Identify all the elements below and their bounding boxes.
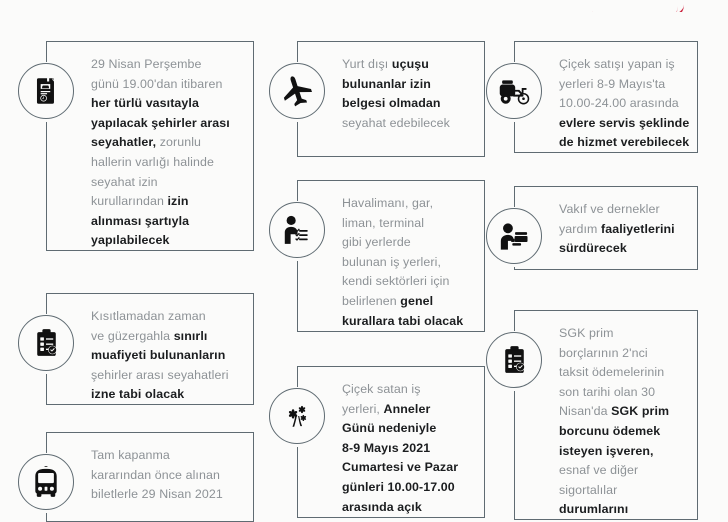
card-text-line bbox=[91, 55, 247, 75]
body-text: kendi sektörleri için bbox=[342, 274, 450, 289]
body-text: ve güzergahla bbox=[91, 328, 174, 343]
body-text: zorunlu bbox=[156, 135, 202, 150]
card-body-text bbox=[559, 55, 691, 153]
card-text-line bbox=[91, 466, 247, 486]
body-text: Vakıf ve dernekler bbox=[559, 202, 660, 216]
card-text-line bbox=[91, 75, 247, 95]
card-text-line bbox=[342, 214, 478, 234]
emphasis-text: bulunanlar izin bbox=[342, 76, 431, 91]
card-text-line bbox=[559, 239, 691, 259]
card-text-line bbox=[559, 324, 691, 344]
card-text-line bbox=[91, 346, 247, 366]
card-text-line bbox=[342, 253, 478, 273]
card-florist-delivery bbox=[514, 41, 698, 153]
travel-document-icon bbox=[18, 63, 74, 119]
card-text-line bbox=[91, 173, 247, 193]
card-text-line bbox=[559, 200, 691, 220]
emphasis-text: durumlarını bbox=[559, 502, 629, 517]
card-text-line bbox=[559, 94, 691, 114]
card-text-line bbox=[559, 133, 691, 153]
card-text-line bbox=[91, 485, 247, 505]
body-text: Nisan'da bbox=[559, 404, 612, 419]
emphasis-text: SGK prim bbox=[611, 404, 670, 419]
card-tickets-before-lockdown bbox=[46, 432, 254, 522]
emphasis-text: Günü nedeniyle bbox=[342, 421, 437, 436]
ribbon-arc-inner bbox=[596, 0, 679, 12]
emphasis-text: faaliyetlerini bbox=[601, 221, 675, 236]
person-checklist-icon bbox=[269, 202, 325, 258]
card-text-line bbox=[91, 153, 247, 173]
card-text-line bbox=[559, 55, 691, 75]
body-text: yerleri, bbox=[342, 401, 384, 416]
emphasis-text: muafiyeti bulunanların bbox=[91, 348, 226, 363]
body-text: yerleri 8-9 Mayıs'ta bbox=[559, 76, 666, 91]
card-text-line bbox=[559, 363, 691, 383]
emphasis-text: uçuşu bbox=[391, 57, 429, 71]
card-body-text bbox=[342, 55, 478, 133]
card-limited-exemption bbox=[46, 293, 254, 405]
card-text-line bbox=[91, 133, 247, 153]
card-text-line bbox=[91, 94, 247, 114]
body-text: liman, terminal bbox=[342, 215, 425, 230]
body-text: hallerin varlığı halinde bbox=[91, 154, 214, 169]
emphasis-text: de hizmet verebilecek bbox=[559, 135, 690, 150]
body-text: seyahat edebilecek bbox=[342, 115, 450, 130]
body-text: borçlarının 2'nci bbox=[559, 345, 648, 360]
emphasis-text: her türlü vasıtayla bbox=[91, 96, 199, 111]
card-text-line bbox=[559, 481, 691, 501]
card-text-line bbox=[91, 192, 247, 212]
bus-icon bbox=[18, 454, 74, 510]
emphasis-text: Anneler bbox=[383, 401, 431, 416]
body-text: 10.00-24.00 arasında bbox=[559, 96, 679, 111]
emphasis-text: belgesi olmadan bbox=[342, 96, 441, 111]
body-text: Çiçek satışı yapan iş bbox=[559, 57, 675, 71]
card-text-line bbox=[91, 212, 247, 232]
clipboard-check-icon bbox=[18, 315, 74, 371]
emphasis-text: izne tabi olacak bbox=[91, 387, 185, 402]
card-body-text bbox=[342, 194, 478, 331]
scooter-delivery-icon bbox=[486, 63, 542, 119]
emphasis-text: alınması şartıyla bbox=[91, 213, 190, 228]
card-text-line bbox=[559, 114, 691, 134]
card-text-line bbox=[342, 439, 478, 459]
card-text-line bbox=[342, 400, 478, 420]
card-text-line bbox=[559, 75, 691, 95]
card-text-line bbox=[342, 75, 478, 95]
card-text-line bbox=[342, 94, 478, 114]
body-text: Çiçek satan iş bbox=[342, 382, 421, 396]
card-text-line bbox=[342, 498, 478, 518]
emphasis-text: günleri 10.00-17.00 bbox=[342, 479, 455, 494]
card-international-flight bbox=[297, 41, 485, 157]
card-text-line bbox=[559, 422, 691, 442]
card-text-line bbox=[342, 194, 478, 214]
card-text-line bbox=[559, 402, 691, 422]
card-body-text bbox=[91, 55, 247, 251]
card-text-line bbox=[91, 307, 247, 327]
ribbon-arc-outer bbox=[592, 0, 684, 12]
card-text-line bbox=[559, 344, 691, 364]
emphasis-text: yapılacak şehirler arası bbox=[91, 115, 230, 130]
card-body-text bbox=[91, 446, 247, 505]
body-text: gibi yerlerde bbox=[342, 235, 411, 250]
emphasis-text: isteyen işveren, bbox=[559, 443, 654, 458]
card-text-line bbox=[342, 419, 478, 439]
emphasis-text: yapılabilecek bbox=[91, 233, 170, 248]
card-body-text bbox=[559, 324, 691, 520]
body-text: kararından önce alınan bbox=[91, 467, 220, 482]
card-text-line bbox=[342, 233, 478, 253]
body-text: sigortalılar bbox=[559, 482, 618, 497]
card-text-line bbox=[559, 500, 691, 520]
card-text-line bbox=[91, 446, 247, 466]
card-text-line bbox=[342, 272, 478, 292]
card-body-text bbox=[342, 380, 478, 517]
emphasis-text: arasında açık bbox=[342, 499, 422, 514]
card-text-line bbox=[342, 55, 478, 75]
card-text-line bbox=[342, 114, 478, 134]
body-text: Yurt dışı bbox=[342, 57, 392, 71]
body-text: Havalimanı, gar, bbox=[342, 196, 434, 210]
card-text-line bbox=[342, 380, 478, 400]
body-text: 29 Nisan Perşembe bbox=[91, 57, 202, 71]
card-text-line bbox=[342, 292, 478, 312]
body-text: esnaf ve diğer bbox=[559, 463, 639, 478]
body-text: SGK prim bbox=[559, 326, 614, 340]
emphasis-text: sürdürecek bbox=[559, 241, 627, 256]
card-text-line bbox=[91, 114, 247, 134]
card-text-line bbox=[559, 442, 691, 462]
card-intercity-travel-permit bbox=[46, 41, 254, 251]
emphasis-text: izin bbox=[167, 194, 189, 209]
body-text: şehirler arası seyahatleri bbox=[91, 367, 229, 382]
body-text: kurullarından bbox=[91, 194, 168, 209]
emphasis-text: sınırlı bbox=[173, 328, 208, 343]
card-text-line bbox=[342, 458, 478, 478]
body-text: günü 19.00'dan itibaren bbox=[91, 76, 223, 91]
body-text: seyahat izin bbox=[91, 174, 158, 189]
body-text: son tarihi olan 30 bbox=[559, 384, 656, 399]
card-text-line bbox=[559, 220, 691, 240]
card-florist-mothers-day bbox=[297, 366, 485, 518]
red-ribbon-decoration bbox=[592, 0, 684, 12]
body-text: biletlerle 29 Nisan 2021 bbox=[91, 487, 223, 502]
emphasis-text: kurallara tabi olacak bbox=[342, 313, 464, 328]
body-text: Kısıtlamadan zaman bbox=[91, 309, 206, 323]
card-text-line bbox=[342, 312, 478, 332]
card-body-text bbox=[91, 307, 247, 405]
card-text-line bbox=[342, 478, 478, 498]
emphasis-text: Cumartesi ve Pazar bbox=[342, 460, 459, 475]
body-text: bulunan iş yerleri, bbox=[342, 254, 442, 269]
body-text: Tam kapanma bbox=[91, 448, 170, 462]
card-text-line bbox=[91, 327, 247, 347]
aid-person-icon bbox=[486, 208, 542, 264]
card-body-text bbox=[559, 200, 691, 259]
airplane-icon bbox=[269, 63, 325, 119]
flowers-icon bbox=[269, 388, 325, 444]
emphasis-text: genel bbox=[400, 293, 434, 308]
body-text: taksit ödemelerinin bbox=[559, 365, 665, 380]
card-text-line bbox=[559, 383, 691, 403]
card-text-line bbox=[91, 366, 247, 386]
body-text: yardım bbox=[559, 221, 602, 236]
body-text: belirlenen bbox=[342, 293, 401, 308]
clipboard-check-icon bbox=[486, 332, 542, 388]
emphasis-text: seyahatler, bbox=[91, 135, 157, 150]
card-text-line bbox=[91, 231, 247, 251]
card-text-line bbox=[91, 385, 247, 405]
card-sgk-premium bbox=[514, 310, 698, 520]
emphasis-text: evlere servis şeklinde bbox=[559, 115, 690, 130]
card-foundations-aid bbox=[514, 186, 698, 270]
emphasis-text: 8-9 Mayıs 2021 bbox=[342, 440, 431, 455]
card-text-line bbox=[559, 461, 691, 481]
emphasis-text: borcunu ödemek bbox=[559, 423, 661, 438]
card-terminal-businesses bbox=[297, 180, 485, 332]
